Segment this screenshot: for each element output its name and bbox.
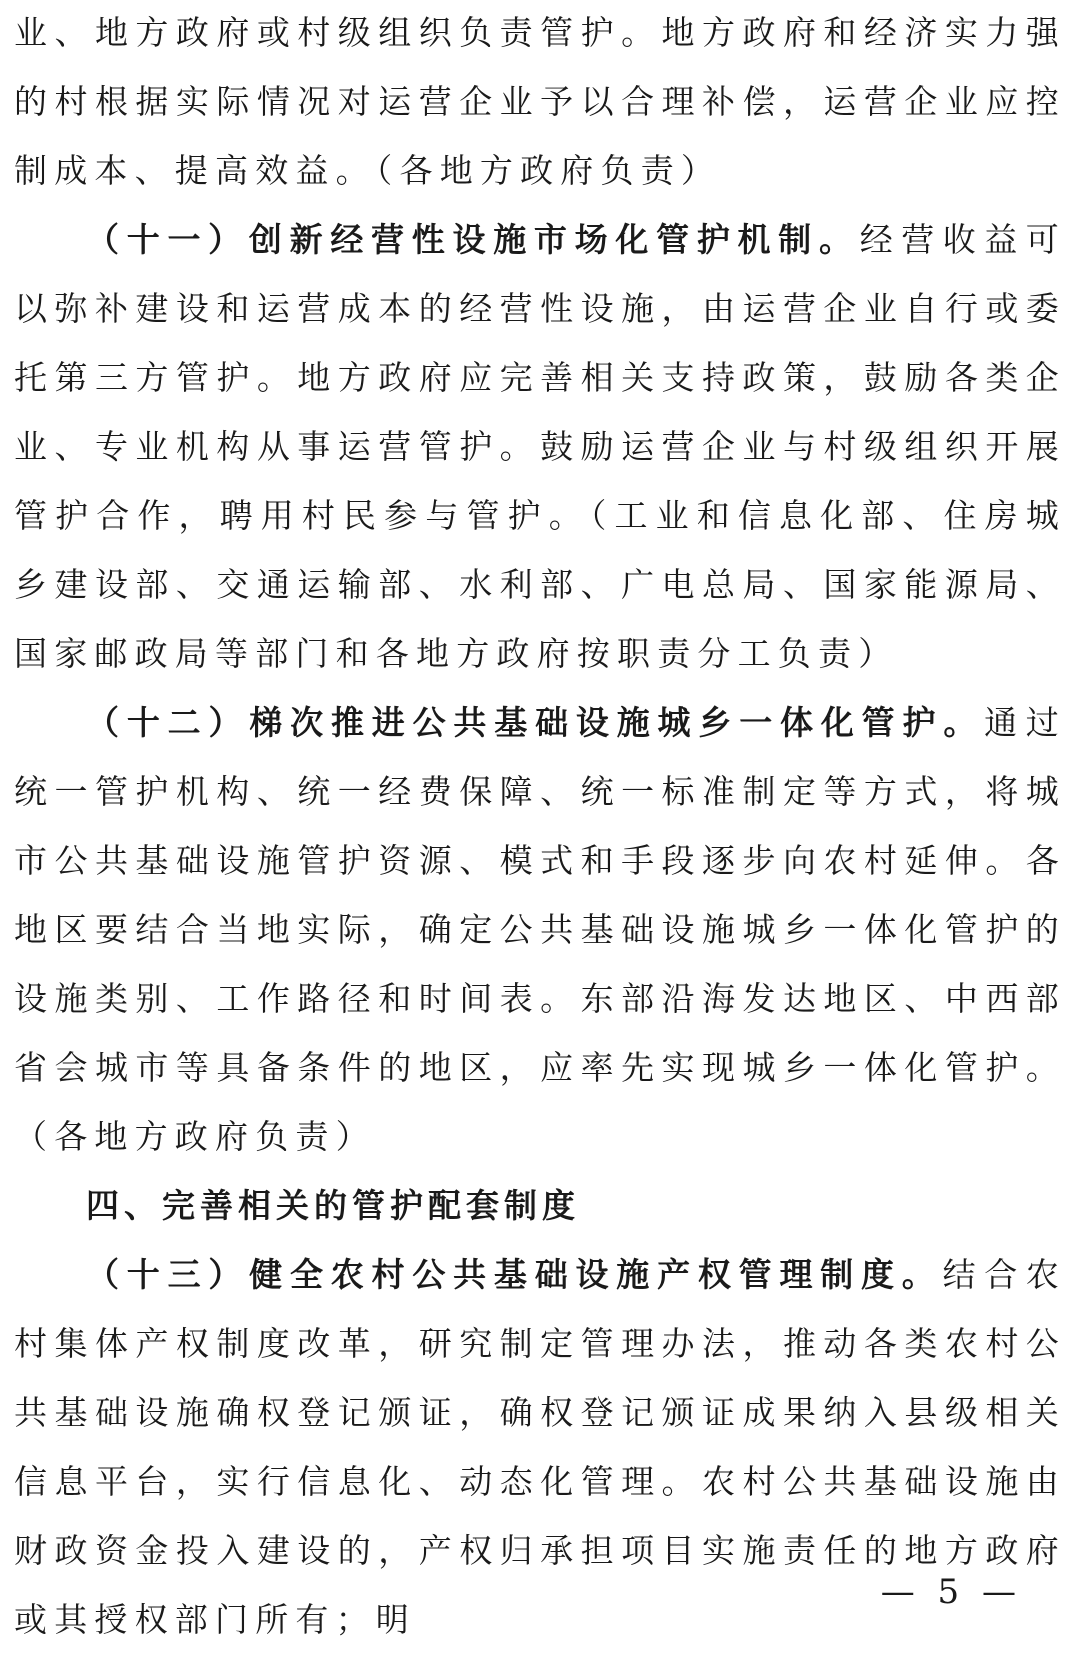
paragraph-lead: （十三）健全农村公共基础设施产权管理制度。 — [86, 1255, 943, 1294]
paragraph-text: 业、地方政府或村级组织负责管护。地方政府和经济实力强的村根据实际情况对运营企业予以合理补偿，运营企业应控制成本、提高效益。（各地方政府负责） — [14, 13, 1066, 190]
paragraph-12 — [14, 688, 1066, 1171]
paragraph-text: 经营收益可以弥补建设和运营成本的经营性设施，由运营企业自行或委托第三方管护。地方政府应完善相关支持政策，鼓励各类企业、专业机构从事运营管护。鼓励运营企业与村级组织开展管护合作，聘用村民参与管护。（工业和信息化部、住房城乡建设部、交通运输部、水利部、广电总局、国家能源局、国家邮政局等部门和各地方政府按职责分工负责） — [14, 220, 1067, 673]
paragraph-continuation — [14, 0, 1066, 205]
section-heading: 四、完善相关的管护配套制度 — [86, 1186, 580, 1225]
paragraph-text: 结合农村集体产权制度改革，研究制定管理办法，推动各类农村公共基础设施确权登记颁证，确权登记颁证成果纳入县级相关信息平台，实行信息化、动态化管理。农村公共基础设施由财政资金投入建设的，产权归承担项目实施责任的地方政府或其授权部门所有；明 — [14, 1255, 1066, 1639]
paragraph-lead: （十一）创新经营性设施市场化管护机制。 — [86, 220, 860, 259]
paragraph-lead: （十二）梯次推进公共基础设施城乡一体化管护。 — [86, 703, 985, 742]
paragraph-11 — [14, 205, 1066, 688]
page-number: — 5 — — [880, 1572, 1022, 1612]
paragraph-text: 通过统一管护机构、统一经费保障、统一标准制定等方式，将城市公共基础设施管护资源、模式和手段逐步向农村延伸。各地区要结合当地实际，确定公共基础设施城乡一体化管护的设施类别、工作路径和时间表。东部沿海发达地区、中西部省会城市等具备条件的地区，应率先实现城乡一体化管护。（各地方政府负责） — [14, 703, 1066, 1156]
document-page — [14, 0, 1066, 1654]
